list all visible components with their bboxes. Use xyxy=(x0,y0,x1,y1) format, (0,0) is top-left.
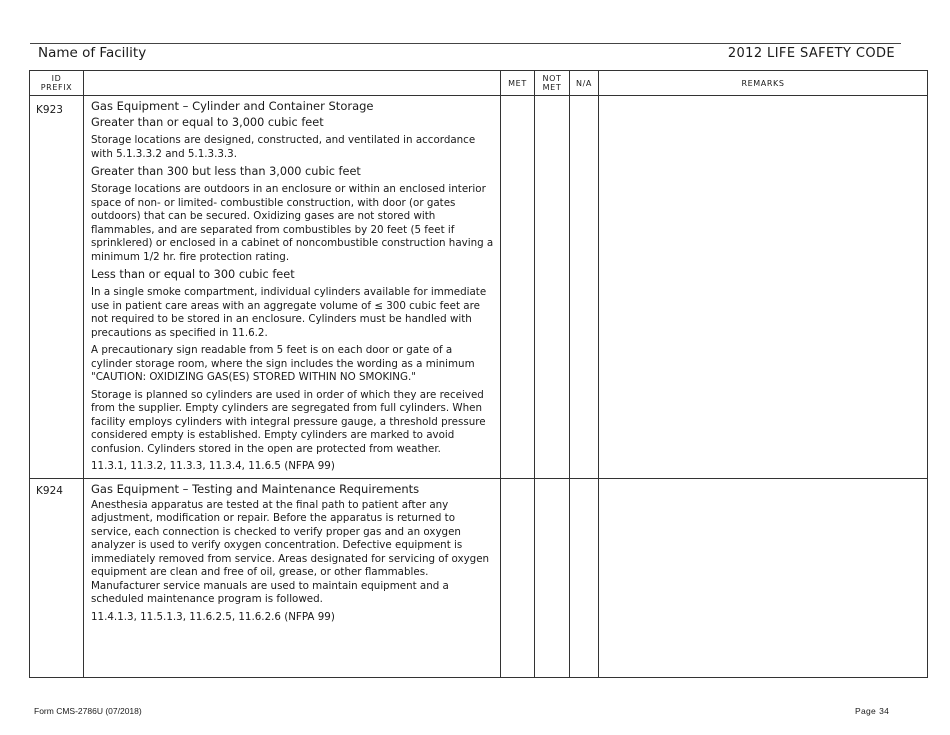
table-header-row xyxy=(30,71,928,96)
id-prefix-header-line1: ID xyxy=(51,74,62,83)
requirement-text: A precautionary sign readable from 5 feet is on each door or gate of a cylinder storage room, where the sign includes the wording as a minimum "CAUTION: OXIDIZING GAS(ES) STORED WITHIN NO SMOKING." xyxy=(91,344,475,383)
id-prefix-header-line2: PREFIX xyxy=(40,83,73,92)
requirement-header xyxy=(84,71,501,96)
not-met-header-line1: NOT xyxy=(542,74,562,83)
remarks-header: REMARKS xyxy=(599,71,928,96)
requirement-title: Gas Equipment – Testing and Maintenance Requirements xyxy=(91,481,420,496)
not-met-header-line2: MET xyxy=(542,83,562,92)
remarks-cell[interactable] xyxy=(599,96,928,479)
facility-name-label: Name of Facility xyxy=(38,45,147,61)
na-cell[interactable] xyxy=(570,478,599,677)
met-header: MET xyxy=(501,71,535,96)
nfpa-reference: 11.4.1.3, 11.5.1.3, 11.6.2.5, 11.6.2.6 (NFPA 99) xyxy=(91,610,335,623)
not-met-header xyxy=(535,71,570,96)
requirement-text: Storage locations are outdoors in an enclosure or within an enclosed interior space of non- or limited- combustible construction, with door (or gates outdoors) that can be secured. Oxidizing gases are not stored with flammables, and are separated from combustibles by 20 feet (5 feet if sprinklered) or enclosed in a cabinet of noncombustible construction having a minimum 1/2 hr. fire protection rating. xyxy=(91,183,494,263)
header-rule xyxy=(30,43,901,44)
requirement-k923 xyxy=(84,96,501,479)
met-cell[interactable] xyxy=(501,478,535,677)
page-value: 34 xyxy=(879,706,890,716)
requirement-text: In a single smoke compartment, individual cylinders available for immediate use in patient care areas with an aggregate volume of ≤ 300 cubic feet are not required to be stored in an enclosure. Cylinders must be handled with precautions as specified in 11.6.2. xyxy=(91,286,487,339)
page-number xyxy=(855,706,889,716)
survey-table xyxy=(29,70,928,678)
requirement-text: Storage is planned so cylinders are used in order of which they are received from the supplier. Empty cylinders are segregated from full cylinders. When facility employs cylinders with integral pressure gauge, a threshold pressure considered empty is established. Empty cylinders are marked to avoid confusion. Cylinders stored in the open are protected from weather. xyxy=(91,388,486,455)
requirement-text: Storage locations are designed, constructed, and ventilated in accordance with 5.1.3.3.2 and 5.1.3.3.3. xyxy=(91,134,476,160)
requirement-text: Anesthesia apparatus are tested at the final path to patient after any adjustment, modification or repair. Before the apparatus is returned to service, each connection is checked to verify proper gas and an oxygen analyzer is used to verify oxygen concentration. Defective equipment is immediately removed from service. Areas designated for servicing of oxygen equipment are clean and free of oil, grease, or other flammables. Manufacturer service manuals are used to maintain equipment and a scheduled maintenance program is followed. xyxy=(91,498,490,605)
na-header: N/A xyxy=(570,71,599,96)
row-prefix-k924: K924 xyxy=(30,478,84,677)
requirement-k924 xyxy=(84,478,501,677)
na-cell[interactable] xyxy=(570,96,599,479)
table-row xyxy=(30,478,928,677)
row-prefix-k923: K923 xyxy=(30,96,84,479)
subheading-3000: Greater than or equal to 3,000 cubic feet xyxy=(91,116,324,129)
not-met-cell[interactable] xyxy=(535,478,570,677)
page-label: Page xyxy=(855,706,877,716)
code-title: 2012 LIFE SAFETY CODE xyxy=(727,46,895,61)
met-cell[interactable] xyxy=(501,96,535,479)
subheading-300-3000: Greater than 300 but less than 3,000 cubic feet xyxy=(91,165,361,178)
id-prefix-header xyxy=(30,71,84,96)
subheading-300: Less than or equal to 300 cubic feet xyxy=(91,268,295,281)
not-met-cell[interactable] xyxy=(535,96,570,479)
requirement-title: Gas Equipment – Cylinder and Container Storage xyxy=(91,99,374,113)
table-row xyxy=(30,96,928,479)
nfpa-reference: 11.3.1, 11.3.2, 11.3.3, 11.3.4, 11.6.5 (NFPA 99) xyxy=(91,460,335,472)
remarks-cell[interactable] xyxy=(599,478,928,677)
form-id: Form CMS-2786U (07/2018) xyxy=(34,706,142,716)
